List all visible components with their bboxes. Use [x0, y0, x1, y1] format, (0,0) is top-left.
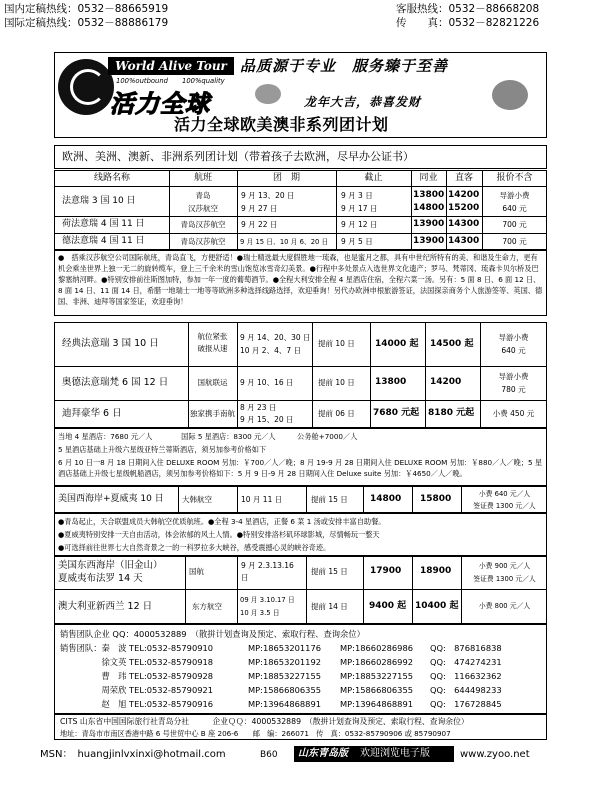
table-row-direct: 14300 — [448, 219, 480, 229]
table-row-note: 小费 450 元 — [492, 409, 535, 418]
sales-member-qq: QQ: 474274231 — [430, 657, 502, 667]
table-row-deadline: 提前 10 日 — [318, 339, 355, 348]
table-row-note: 小费 640 元／人 签证费 1300 元／人 — [473, 490, 536, 510]
dubai-info-line: 当地 4 星酒店：7680 元／人 国际 5 星酒店：8300 元／人 公务舱+7000／人 — [58, 432, 358, 441]
table-row-airline: 东方航空 — [192, 602, 222, 611]
table-row-trade: 13800 — [375, 377, 407, 387]
table-row-trade: 13800 14800 — [413, 190, 445, 213]
domestic-hotline: 国内定稿热线：0532－88665919 — [4, 3, 169, 15]
footer-banner — [294, 746, 454, 762]
sales-team-qq: 销售团队企业 QQ：4000532889 （散拼计划查询及预定、索取行程、查询余位） — [60, 629, 365, 639]
sales-member-qq: QQ: 644498233 — [430, 685, 502, 695]
sales-member: 赵 旭 TEL:0532-85790916 — [60, 699, 214, 709]
company-address: 地址：青岛市市南区香港中路 6 号世贸中心 B 座 206-6 邮 编：266071 传 真：0532-85790906 或 85790907 — [60, 729, 451, 738]
usa-info-line: ●可选择前往世界七大自然奇景之一的一科罗拉多大峡谷，感受震撼心灵的峡谷奇迹。 — [58, 543, 331, 552]
table-row-dates: 9 月 14、20、30 日 10 月 2、4、7 日 — [240, 333, 311, 355]
table-row-note: 导游小费 780 元 — [498, 372, 529, 394]
table-row-trade: 13900 — [413, 236, 445, 246]
sales-member: 曹 玮 TEL:0532-85790928 — [60, 671, 214, 681]
table-row-trade: 7680 元起 — [373, 408, 420, 418]
table1-header-direct: 直客 — [454, 173, 473, 183]
table-row-trade: 14800 — [370, 494, 402, 504]
table-row-dates: 9 月 15 日、10 月 6、20 日 — [240, 238, 329, 246]
footer-banner-text: 欢迎浏览电子版 — [360, 748, 430, 759]
table-row-deadline: 提前 14 日 — [311, 602, 348, 611]
usa-info-line: ●夏威夷特别安排一天自由活动，体会浓郁的风土人情。●特别安排洛杉矶环球影城，尽情畅玩一整天 — [58, 530, 380, 539]
service-hotline: 客服热线：0532－88668208 — [396, 3, 540, 15]
table-row-airline: 独家携手南航 — [190, 409, 235, 418]
table-row-deadline: 提前 06 日 — [318, 409, 355, 418]
slogan: 品质源于专业 服务臻于至善 — [240, 57, 449, 75]
table-row-trade: 17900 — [370, 566, 402, 576]
sales-member-mobile: MP:13964868891 — [248, 699, 322, 709]
sales-member-mobile: MP:15866806355 — [248, 685, 322, 695]
table-row-route: 法意瑞 3 国 10 日 — [62, 196, 136, 206]
table-row-note: 小费 900 元／人 签证费 1300 元／人 — [473, 562, 536, 583]
sales-member-mobile-2: MP:13964868891 — [340, 699, 414, 709]
subtitle: 欧洲、美洲、澳新、非洲系列团计划（带着孩子去欧洲，尽早办公证书） — [62, 150, 414, 163]
sales-member-mobile-2: MP:18660286986 — [340, 643, 414, 653]
dubai-info-line: 5 星酒店基础上升级六星级亚特兰蒂斯酒店，须另加参考价格如下 — [58, 445, 267, 454]
table-row-deadline: 9 月 5 日 — [341, 237, 373, 246]
table-row-trade: 13900 — [413, 219, 445, 229]
europe-info-text: ● 搭乘汉莎航空公司国际航班，青岛直飞，方便舒适！●瑞士精选最大度假胜地一琉森，也是蜜月之都，具有中世纪所特有的美、和谐及生命力，更有机会乘坐世界上独一无二的旋转缆车，登上三千余米的雪山饱览冰雪奇幻美景。●行程中多处景点入选世界文化遗产；罗马、梵蒂冈、琉森卡贝尔桥及巴黎塞纳河畔。●特别安排前往斯图加特，参加一年一度的葡萄酒节。●全程大利安排全程 4 星酒店住宿，全程六菜一汤。另有：5 面 8 日、6 面 12 日、8 面 14 日、11 面 14 日，希腊一地瑞士一地等等欧洲多种选择线路选择，欢迎垂询！另代办欧洲申根旅游签证，法国探亲商务个人旅游签等、英国、德国、非洲、迪拜等国家签证，欢迎垂询！ — [58, 253, 543, 306]
table-row-dates: 9 月 22 日 — [241, 220, 278, 229]
table-row-airline: 青岛汉莎航空 — [180, 237, 226, 246]
sales-member-mobile-2: MP:18853227155 — [340, 671, 414, 681]
table1-header-deadline: 截止 — [364, 173, 383, 183]
sales-member-mobile: MP:18853227155 — [248, 671, 322, 681]
table1-header-trade: 同业 — [419, 173, 438, 183]
table-row-route: 奥德法意瑞梵 6 国 12 日 — [62, 377, 169, 388]
table-row-direct: 14200 — [430, 377, 462, 387]
company-line: CITS 山东省中国国际旅行社青岛分社 企业ＱＱ：4000532889 （散拼计划查询及预定、索取行程、查询余位） — [60, 717, 469, 726]
table-row-route: 美国西海岸+夏威夷 10 日 — [58, 494, 164, 504]
table-row-direct: 14500 起 — [430, 339, 474, 349]
table-row-direct: 14300 — [448, 236, 480, 246]
table-row-trade: 14000 起 — [375, 339, 419, 349]
table-row-route: 迪拜豪华 6 日 — [62, 408, 122, 419]
table1-header-dates: 团 期 — [272, 173, 300, 183]
dragon-ornament-icon — [492, 80, 528, 110]
globe-icon — [58, 59, 114, 115]
table-row-deadline: 9 月 12 日 — [341, 220, 378, 229]
main-title: 活力全球欧美澳非系列团计划 — [174, 115, 389, 134]
table-row-airline: 青岛 汉莎航空 — [188, 191, 218, 213]
sales-member-mobile: MP:18653201176 — [248, 643, 322, 653]
table1-header-airline: 航班 — [193, 173, 212, 183]
website: www.zyoo.net — [460, 749, 530, 760]
table-row-dates: 09 月 3.10.17 日 10 月 3.5 日 — [240, 596, 295, 617]
table-row-note: 700 元 — [502, 237, 527, 246]
table-row-dates: 10 月 11 日 — [241, 495, 283, 504]
sales-member-mobile-2: MP:18660286992 — [340, 657, 414, 667]
table-row-dates: 9 月 2.3.13.16 日 — [241, 561, 294, 582]
international-hotline: 国际定稿热线：0532－88886179 — [4, 17, 169, 29]
sales-member-mobile: MP:18653201192 — [248, 657, 322, 667]
table1-header-route: 线路名称 — [93, 173, 130, 183]
table-row-route: 荷法意瑞 4 国 11 日 — [62, 219, 145, 229]
dragon-ornament-icon — [255, 84, 281, 104]
table-row-dates: 9 月 13、20 日 9 月 27 日 — [241, 191, 295, 213]
table-row-note: 导游小费 640 元 — [499, 191, 530, 213]
table-row-route: 美国东西海岸（旧金山） 夏威夷布法罗 14 天 — [58, 560, 163, 584]
fax-line: 传 真：0532－82821226 — [396, 17, 540, 29]
table-row-note: 700 元 — [502, 220, 527, 229]
table-row-airline: 航位紧张 破报从速 — [197, 332, 228, 353]
table-row-deadline: 9 月 3 日 9 月 17 日 — [341, 191, 378, 213]
table-row-direct: 14200 15200 — [448, 190, 480, 213]
sales-member: 销售团队：秦 波 TEL:0532-85790910 — [60, 643, 214, 653]
page-number: B60 — [260, 750, 278, 760]
table-row-airline: 国航联运 — [197, 378, 228, 387]
dubai-info-line: 6 月 10 日一8 月 18 日期间入住 DELUXE ROOM 另加：￥700／人／晚；8 月 19-9 月 28 日期间入住 DELUXE ROOM 另加：￥880／人／晚；5 星酒店基础上升级七星级帆船酒店，须另加参考价格如下：5 月 9 日-9 月 28 日期间入住 Deluxe suite 另加：￥4650／人／晚。 — [58, 458, 543, 478]
footer-banner-brand: 山东青岛版 — [298, 748, 348, 759]
table-row-airline: 青岛汉莎航空 — [180, 220, 226, 229]
sales-member: 徐文英 TEL:0532-85790918 — [60, 657, 214, 667]
sales-member-qq: QQ: 176728845 — [430, 699, 502, 709]
table-row-direct: 18900 — [420, 566, 452, 576]
table-row-deadline: 提前 15 日 — [311, 495, 348, 504]
table-row-airline: 大韩航空 — [182, 495, 212, 504]
msn-contact: MSN： huangjinlvxinxi@hotmail.com — [40, 749, 226, 760]
table-row-route: 澳大利亚新西兰 12 日 — [58, 601, 153, 612]
table-row-dates: 9 月 10、16 日 — [240, 378, 294, 387]
sales-member-qq: QQ: 876816838 — [430, 643, 502, 653]
sales-member-qq: QQ: 116632362 — [430, 671, 502, 681]
table-row-route: 经典法意瑞 3 国 10 日 — [62, 338, 159, 349]
logo-tag-quality: 100%quality — [182, 77, 225, 85]
table-row-route: 德法意瑞 4 国 11 日 — [62, 236, 145, 246]
logo-brand-cn: 活力全球 — [110, 90, 210, 118]
sales-member: 周荣欣 TEL:0532-85790921 — [60, 685, 214, 695]
table-row-direct: 10400 起 — [415, 601, 459, 611]
logo-brand-en: World Alive Tour — [108, 57, 234, 75]
table-row-deadline: 提前 10 日 — [318, 378, 355, 387]
table-row-trade: 9400 起 — [369, 601, 407, 611]
logo-tag-outbound: 100%outbound — [116, 77, 168, 85]
table-row-note: 小费 800 元／人 — [478, 602, 531, 610]
sales-member-mobile-2: MP:15866806355 — [340, 685, 414, 695]
usa-info-line: ●青岛起止，天合联盟成员大韩航空优质航班。●全程 3-4 星酒店，正餐 6 菜 1 汤或安排丰富自助餐。 — [58, 517, 386, 526]
table-row-dates: 8 月 23 日 9 月 15、20 日 — [240, 403, 294, 424]
table-row-deadline: 提前 15 日 — [311, 567, 348, 576]
table-row-direct: 8180 元起 — [428, 408, 475, 418]
festive-greeting: 龙年大吉，恭喜发财 — [304, 95, 422, 109]
table1-header-note: 报价不含 — [496, 173, 533, 183]
table-row-airline: 国航 — [189, 567, 204, 576]
table-row-direct: 15800 — [420, 494, 452, 504]
table-row-note: 导游小费 640 元 — [498, 333, 529, 355]
